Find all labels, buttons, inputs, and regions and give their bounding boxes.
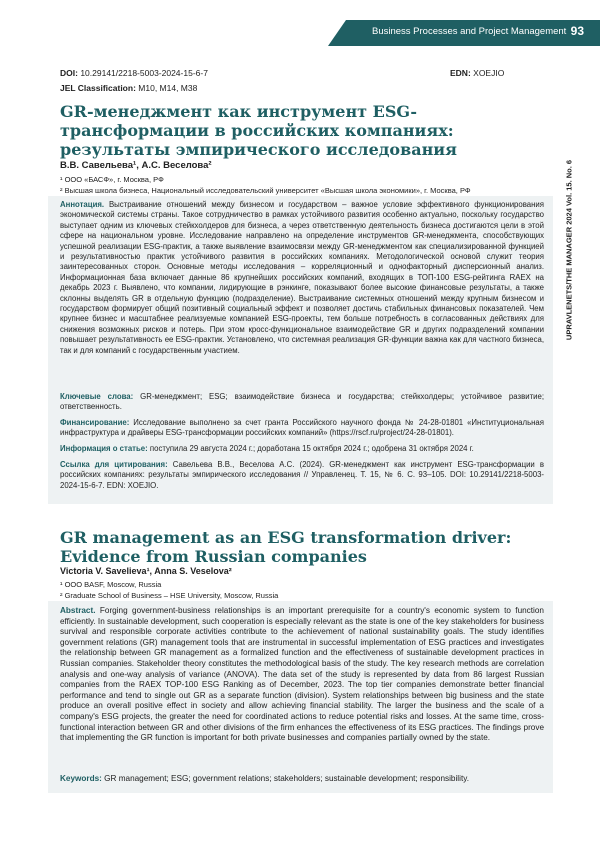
header-notch	[328, 20, 346, 46]
keywords-ru	[60, 392, 544, 413]
cite-label-ru: Ссылка для цитирования:	[60, 460, 168, 469]
journal-sidebar-text: UPRAVLENETS/THE MANAGER 2024 Vol. 15. No. 6	[564, 159, 574, 341]
doi-label: DOI:	[60, 68, 78, 78]
jel-line	[60, 83, 197, 93]
abstract-label-ru: Аннотация.	[60, 200, 105, 209]
jel-value: M10, M14, M38	[138, 83, 198, 93]
authors-en: Victoria V. Savelieva¹, Anna S. Veselova²	[60, 566, 232, 576]
keywords-label-ru: Ключевые слова:	[60, 392, 134, 401]
info-text-ru: поступила 29 августа 2024 г.; доработана 15 октября 2024 г.; одобрена 31 октября 2024 г.	[149, 444, 474, 453]
affiliation-ru-1: ¹ ООО «БАСФ», г. Москва, РФ	[60, 175, 164, 184]
affiliation-en-2: ² Graduate School of Business – HSE University, Moscow, Russia	[60, 591, 279, 600]
funding-text-ru: Исследование выполнено за счет гранта Российского научного фонда № 24-28-01801 «Институциональная инфраструктура и драйверы ESG-трансформации российских компаний» (https://rscf.ru/project/24-28-01801).	[60, 418, 544, 438]
authors-ru: В.В. Савельева¹, А.С. Веселова²	[60, 160, 212, 171]
abstract-text-ru: Выстраивание отношений между бизнесом и государством – важное условие эффективного функционирования экономической системы страны. Такое сотрудничество в рамках устойчивого развития особенно актуально, поскольку государство выступает одним из ключевых стейкхолдеров для бизнеса, а через ответственную деятельность бизнеса достигаются цели в этой сфере на национальном уровне. Исследование направлено на определение инструментов GR-менеджмента, способствующих успешной реализации ESG-практик, а также выявление взаимосвязи между GR-менеджментом как специализированной функцией и результативностью практик устойчивого развития в российских компаниях. Методологической основой служит теория заинтересованных сторон. Основные методы исследования – корреляционный и однофакторный дисперсионный анализ. Информационная база включает данные 86 крупнейших российских компаний, входящих в ТОП-100 ESG-рейтинга RAEX на декабрь 2023 г. Выявлено, что компании, лидирующие в рэнкинге, показывают более высокие финансовые результаты, а также склонны выделять GR в отдельную функцию (подразделение). Выстраивание системных отношений между крупным бизнесом и государством формирует общий позитивный социальный эффект и позволяет достичь стабильных финансовых показателей. Чем крупнее бизнес и масштабнее реализуемые компанией ESG-проекты, тем больше потребность в согласованных действиях для снижения возможных рисков и потерь. При этом кросс-функциональное взаимодействие GR и других подразделений компании повышает результативность ее ESG-практик. Установлено, что системная реализация GR-функции важна как для частного бизнеса, так и для компаний с государственным участием.	[60, 200, 544, 355]
keywords-text-ru: GR-менеджмент; ESG; взаимодействие бизнеса и государства; стейкхолдеры; устойчивое развитие; ответственность.	[60, 392, 544, 412]
funding-ru	[60, 418, 544, 439]
keywords-en	[60, 774, 544, 785]
abstract-text-en: Forging government-business relationships is an important prerequisite for a country's economic system to function efficiently. In sustainable development, such cooperation is especially relevant as the state is one of the key stakeholders for business survival and responsible corporate activities contribute to the achievement of national sustainability goals. The study identifies government relations (GR) management tools that are instrumental in successful implementation of ESG practices and investigates the relationship between GR management as a formalized function and the effectiveness of sustainable development practices in Russian companies. Stakeholder theory constitutes the methodological basis of the study. The key research methods are correlation analysis and one-way analysis of variance (ANOVA). The data set of the study is represented by data from 86 largest Russian companies from the RAEX TOP-100 ESG Ranking as of December, 2023. The top tier companies demonstrate better financial performance and tend to single out GR as a separate function (division). System relationships between big business and the state produce an overall positive effect in society and allow achieving financial stability. The larger the business and the scale of a company's ESG projects, the greater the need for coordinated actions to reduce potential risks and losses. At the same time, cross-functional interaction between GR and other divisions of the firm enhances the effectiveness of its ESG practices. The findings prove that implementing the GR function is important for both private businesses and companies partially owned by the state.	[60, 606, 544, 743]
jel-label: JEL Classification:	[60, 83, 136, 93]
abstract-ru	[60, 200, 544, 356]
funding-label-ru: Финансирование:	[60, 418, 130, 427]
abstract-label-en: Abstract.	[60, 606, 96, 615]
article-info-ru	[60, 444, 544, 454]
affiliation-en-1: ¹ OOO BASF, Moscow, Russia	[60, 580, 162, 589]
keywords-text-en: GR management; ESG; government relations; stakeholders; sustainable development; responsibility.	[104, 774, 469, 783]
cite-text-ru: Савельева В.В., Веселова А.С. (2024). GR-менеджмент как инструмент ESG-трансформации в российских компаниях: результаты эмпирического исследования // Управленец. Т. 15, № 6. С. 93–105. DOI: 10.29141/2218-5003-2024-15-6-7. EDN: XOEJIO.	[60, 460, 544, 490]
edn-value: XOEJIO	[473, 68, 505, 78]
edn-line	[450, 68, 504, 78]
abstract-en	[60, 606, 544, 744]
title-en: GR management as an ESG transformation driver: Evidence from Russian companies	[60, 528, 512, 566]
running-header	[328, 20, 600, 46]
page-number: 93	[570, 24, 584, 38]
doi-line	[60, 68, 208, 78]
doi-value: 10.29141/2218-5003-2024-15-6-7	[80, 68, 208, 78]
affiliation-ru-2: ² Высшая школа бизнеса, Национальный исследовательский университет «Высшая школа экономики», г. Москва, РФ	[60, 186, 471, 195]
citation-ru	[60, 460, 544, 491]
keywords-label-en: Keywords:	[60, 774, 102, 783]
edn-label: EDN:	[450, 68, 471, 78]
info-label-ru: Информация о статье:	[60, 444, 148, 453]
title-ru: GR-менеджмент как инструмент ESG-трансформации в российских компаниях: результаты эмпирического исследования	[60, 102, 457, 159]
journal-sidebar	[562, 140, 576, 360]
section-title: Business Processes and Project Management	[372, 26, 567, 37]
